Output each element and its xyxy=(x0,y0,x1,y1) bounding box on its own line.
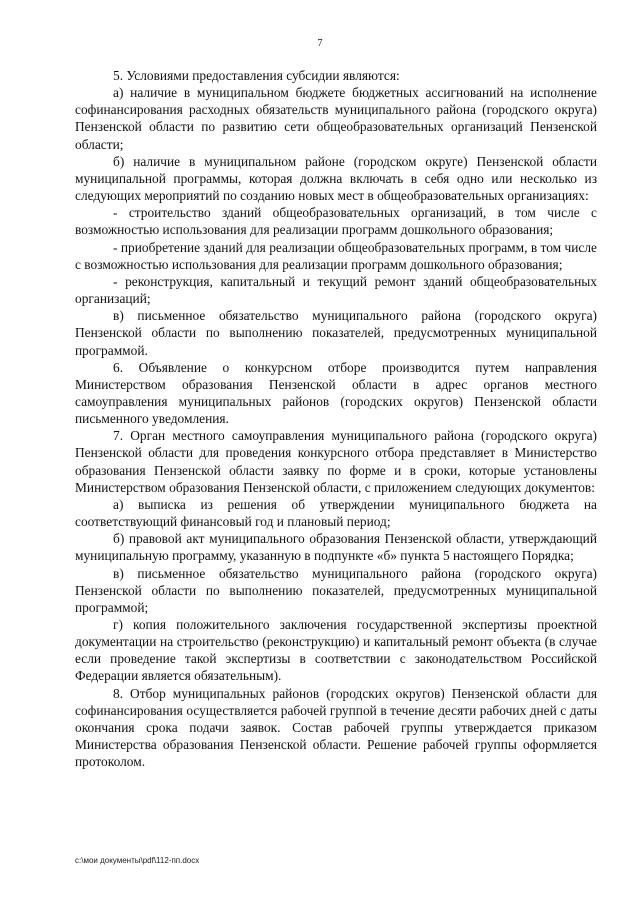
bullet-reconstruction: - реконструкция, капитальный и текущий ремонт зданий общеобразовательных организаций; xyxy=(75,273,597,307)
paragraph-7b: б) правовой акт муниципального образования Пензенской области, утверждающий муниципальную программу, указанную в подпункте «б» пункта 5 настоящего Порядка; xyxy=(75,531,597,564)
paragraph-5b: б) наличие в муниципальном районе (городском округе) Пензенской области муниципальной программы, которая должна включать в себя одно или несколько из следующих мероприятий по созданию новых мест в общеобразовательных организациях: xyxy=(75,153,597,204)
document-body xyxy=(75,67,597,770)
paragraph-6-announcement: 6. Объявление о конкурсном отборе производится путем направления Министерством образования Пензенской области в адрес органов местного самоуправления муниципальных районов (городских округов) Пензенской области письменного уведомления. xyxy=(75,359,597,427)
paragraph-5v: в) письменное обязательство муниципального района (городского округа) Пензенской области по выполнению показателей, предусмотренных муниципальной программой. xyxy=(75,308,597,358)
paragraph-5-conditions: 5. Условиями предоставления субсидии являются: xyxy=(113,68,400,83)
paragraph-7v: в) письменное обязательство муниципального района (городского округа) Пензенской области по выполнению показателей, предусмотренных муниципальной программой; xyxy=(75,565,597,615)
paragraph-8-selection: 8. Отбор муниципальных районов (городских округов) Пензенской области для софинансирования осуществляется рабочей группой в течение десяти рабочих дней с даты окончания срока подачи заявок. Состав рабочей группы утверждается приказом Министерства образования Пензенской области. Решение рабочей группы оформляется протоколом. xyxy=(75,685,597,770)
page-number: 7 xyxy=(317,38,323,49)
bullet-construction: - строительство зданий общеобразовательных организаций, в том числе с возможностью использования для реализации программ дошкольного образования; xyxy=(75,205,597,238)
paragraph-7g: г) копия положительного заключения государственной экспертизы проектной документации на строительство (реконструкцию) и капитальный ремонт объекта (в случае если проведение такой экспертизы в соответствии с законодательством Российской Федерации является обязательным). xyxy=(75,617,597,684)
paragraph-7-application: 7. Орган местного самоуправления муниципального района (городского округа) Пензенской области для проведения конкурсного отбора представляет в Министерство образования Пензенской области заявку по форме и в сроки, которые установлены Министерством образования Пензенской области, с приложением следующих документов: xyxy=(75,428,597,495)
footer-file-path: c:\мои документы\pdf\112-пп.docx xyxy=(75,856,200,865)
paragraph-7a: а) выписка из решения об утверждении муниципального бюджета на соответствующий финансовый год и плановый период; xyxy=(75,496,597,530)
bullet-acquisition: - приобретение зданий для реализации общеобразовательных программ, в том числе с возможностью использования для реализации программ дошкольного образования; xyxy=(75,239,597,272)
paragraph-5a: а) наличие в муниципальном бюджете бюджетных ассигнований на исполнение софинансирования расходных обязательств муниципального района (городского округа) Пензенской области по развитию сети общеобразовательных организаций Пензенской области; xyxy=(75,85,597,152)
